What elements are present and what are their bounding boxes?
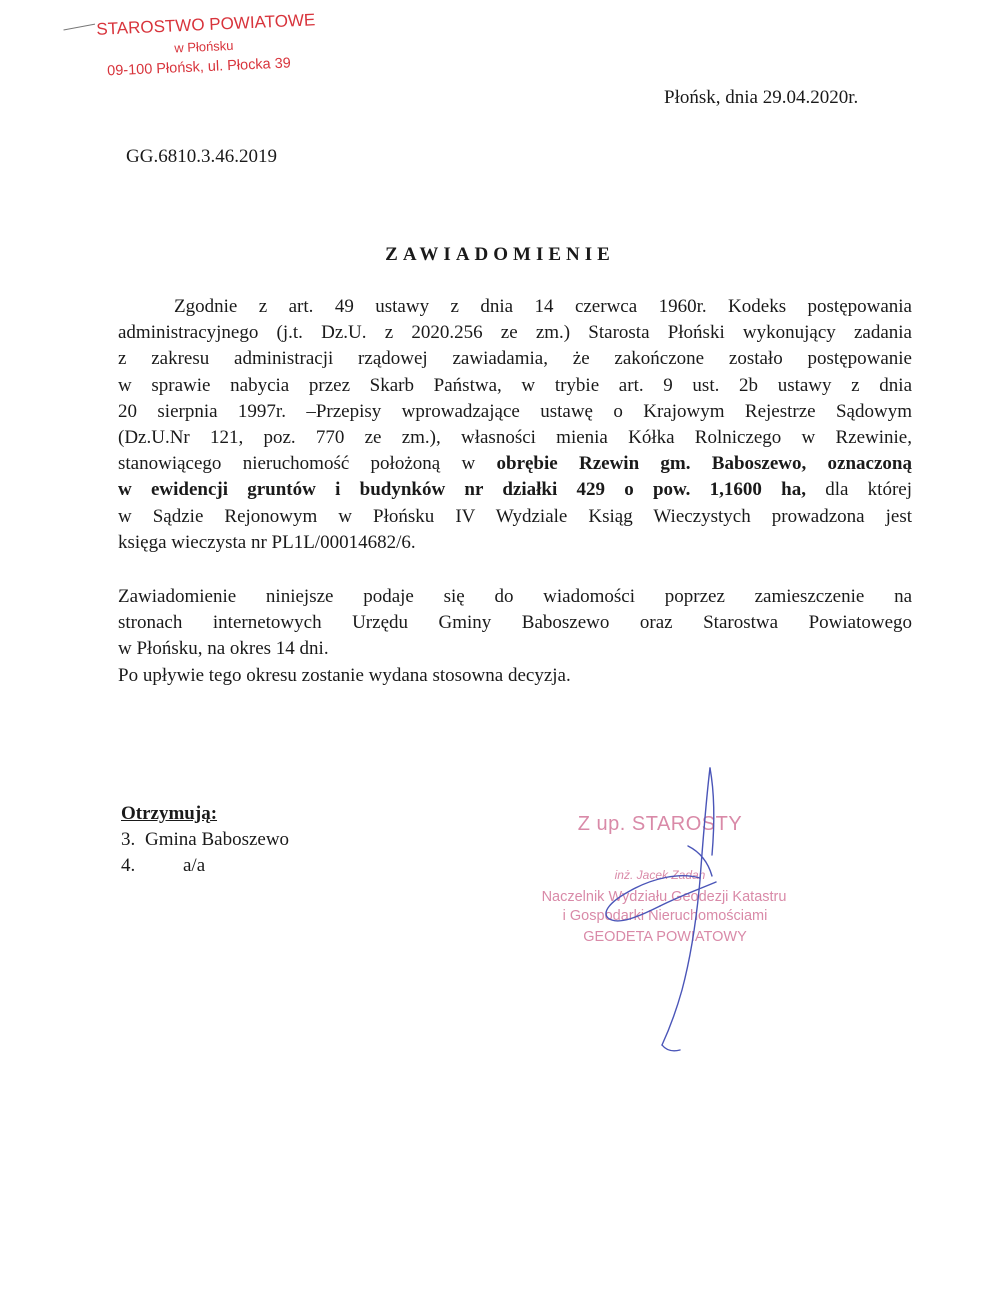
official-role: Naczelnik Wydziału Geodezji Katastru [541,889,787,905]
stamp-mark [63,24,95,31]
official-role: i Gospodarki Nieruchomościami [562,908,768,924]
case-number: GG.6810.3.46.2019 [126,146,277,167]
text-line: Po upływie tego okresu zostanie wydana stosowna decyzja. [118,664,571,686]
text-line: w Płońsku, na okres 14 dni. [118,638,329,660]
notice-paragraph-2 [118,584,912,689]
recipients-heading: Otrzymują: [121,803,218,824]
text-line: stronach internetowych Urzędu Gminy Baboszewo oraz Starostwa Powiatowego [118,612,912,634]
authorization-stamp: Z up. STAROSTY [577,813,743,835]
recipient-name: a/a [183,855,206,876]
text-line [118,477,912,503]
office-city: w Płońsku [173,37,234,56]
text-line: Zgodnie z art. 49 ustawy z dnia 14 czerwca 1960r. Kodeks postępowania [174,296,912,317]
text-line: 20 sierpnia 1997r. –Przepisy wprowadzające ustawę o Krajowym Rejestrze Sądowym [118,400,912,422]
text-line [118,451,912,477]
place-date: Płońsk, dnia 29.04.2020r. [664,87,859,108]
text-line: księga wieczysta nr PL1L/00014682/6. [118,531,416,553]
text-line: z zakresu administracji rządowej zawiadamia, że zakończone zostało postępowanie [118,348,912,370]
text-line: Zawiadomienie niniejsze podaje się do wiadomości poprzez zamieszczenie na [118,586,912,607]
parcel-details: w ewidencji gruntów i budynków nr działki 429 o pow. 1,1600 ha, [118,479,806,501]
document-title: ZAWIADOMIENIE [385,244,615,265]
recipient-number: 4. [121,855,136,876]
recipient-number: 3. [121,829,136,850]
recipient-name: Gmina Baboszewo [145,829,290,850]
office-address: 09-100 Płońsk, ul. Płocka 39 [106,55,292,80]
office-name: STAROSTWO POWIATOWE [95,10,316,39]
text-line: (Dz.U.Nr 121, poz. 770 ze zm.), własności mienia Kółka Rolniczego w Rzewinie, [118,426,912,448]
text-segment: stanowiącego nieruchomość położoną w [118,453,497,475]
recipient-item [121,855,205,877]
official-title: GEODETA POWIATOWY [583,929,747,945]
official-name: inż. Jacek Zadan [614,868,706,882]
handwritten-signature [540,760,800,1060]
text-line: administracyjnego (j.t. Dz.U. z 2020.256 ze zm.) Starosta Płoński wykonujący zadania [118,322,912,344]
notice-paragraph-1 [118,294,912,556]
text-segment: dla której [805,479,912,501]
office-stamp [0,0,344,90]
parcel-location: obrębie Rzewin gm. Baboszewo, oznaczoną [496,453,912,475]
text-line: w sprawie nabycia przez Skarb Państwa, w trybie art. 9 ust. 2b ustawy z dnia [118,374,912,396]
recipient-item [121,829,289,851]
text-line: w Sądzie Rejonowym w Płońsku IV Wydziale Ksiąg Wieczystych prowadzona jest [118,505,912,527]
